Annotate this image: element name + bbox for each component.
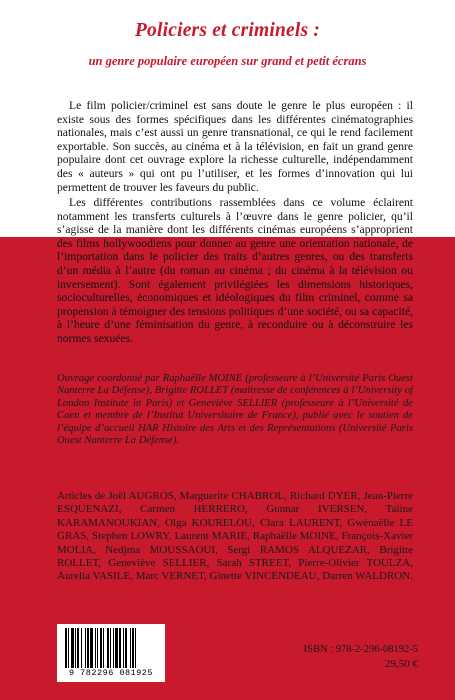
barcode-bar bbox=[135, 628, 136, 668]
book-subtitle: un genre populaire européen sur grand et petit écrans bbox=[88, 54, 367, 68]
contributors-list: Articles de Joël AUGROS, Marguerite CHABROL, Richard DYER, Jean-Pierre ESQUENAZI, Carmen HERRERO, Gunnar IVERSEN, Taline KARAMANOUKIAN, Olga KOURELOU, Clara LAURENT, Gwénaëlle LE GRAS, Stephen LOWRY, Laurent MARIE, Raphaëlle MOINE, François-Xavier MOLIA, Nedjma MOUSSAOUI, Sergi RAMOS ALQUEZAR, Brigitte ROLLET, Geneviève SELLIER, Sarah STREET, Pierre-Olivier TOULZA, Aurelia VASILE, Marc VERNET, Ginette VINCENDEAU, Darren WALDRON. bbox=[57, 490, 413, 583]
barcode-bar bbox=[77, 628, 79, 668]
barcode-bar bbox=[100, 628, 102, 668]
barcode-bar bbox=[125, 628, 127, 668]
barcode-bar bbox=[130, 628, 131, 668]
barcode-bar bbox=[68, 628, 69, 668]
barcode-bar bbox=[65, 628, 67, 668]
barcode-bar bbox=[87, 628, 89, 668]
barcode-digits: 9 782296 081925 bbox=[68, 668, 153, 678]
book-title: Policiers et criminels : bbox=[134, 20, 321, 41]
barcode-bar bbox=[115, 628, 118, 668]
barcode-bar bbox=[97, 628, 98, 668]
barcode-bar bbox=[119, 628, 121, 668]
barcode-bar bbox=[75, 628, 76, 668]
barcode-bar bbox=[132, 628, 134, 668]
summary-paragraph-1: Le film policier/criminel est sans doute le genre le plus européen : il existe sous des formes spécifiques dans les différentes cinématographies nationales, mais c’est aussi un genre transnational, ce qui le rend facilement exportable. Son succès, au cinéma et à la télévision, en fait un grand genre populaire dont cet ouvrage explore la richesse culturelle, indépendamment des « auteurs » qui ont pu l’utiliser, et les formes d’innovation qui lui permettent de trouver les faveurs du public. bbox=[57, 99, 413, 194]
barcode-bars-icon bbox=[65, 628, 157, 668]
barcode-bar bbox=[71, 628, 74, 668]
barcode-bar bbox=[103, 628, 104, 668]
price: 29,50 € bbox=[385, 658, 418, 670]
summary-paragraph-2: Les différentes contributions rassemblées dans ce volume éclairent notamment les transferts culturels à l’œuvre dans le genre policier, qu’il s’agisse de la manière dont les différents cinémas européens s’approprient des films hollywoodiens pour donner au genre une orientation nationale, de l’importation dans le policier des traits d’autres genres, ou des transferts d’un média à l’autre (du roman au cinéma ; du cinéma à la télévision ou inversement). Sont également privilégiées les dimensions historiques, socioculturelles, économiques et idéologiques du film criminel, comme sa propension à témoigner des tensions politiques d’une société, ou sa capacité, à l’heure d’une féminisation du genre, à reconduire ou à déconstruire les normes sexuées. bbox=[57, 196, 413, 345]
barcode-bar bbox=[95, 628, 96, 668]
barcode-bar bbox=[123, 628, 124, 668]
barcode-bar bbox=[85, 628, 86, 668]
barcode-bar bbox=[107, 628, 109, 668]
barcode-bar bbox=[113, 628, 114, 668]
barcode bbox=[57, 624, 165, 682]
barcode-bar bbox=[81, 628, 82, 668]
barcode-bar bbox=[90, 628, 93, 668]
editors-credits: Ouvrage coordonné par Raphaëlle MOINE (professeure à l’Université Paris Ouest Nanterre La Défense), Brigitte ROLLET (maîtresse de conférences à l’University of London Institute in Paris) et Geneviève SELLIER (professeure à l’Université de Caen et membre de l’Institut Universitaire de France), publié avec le soutien de l’équipe d’accueil HAR Histoire des Arts et des Représentations (Université Paris Ouest Nanterre La Défense). bbox=[57, 373, 413, 447]
isbn: ISBN : 978-2-296-08192-5 bbox=[303, 644, 418, 655]
barcode-bar bbox=[110, 628, 111, 668]
